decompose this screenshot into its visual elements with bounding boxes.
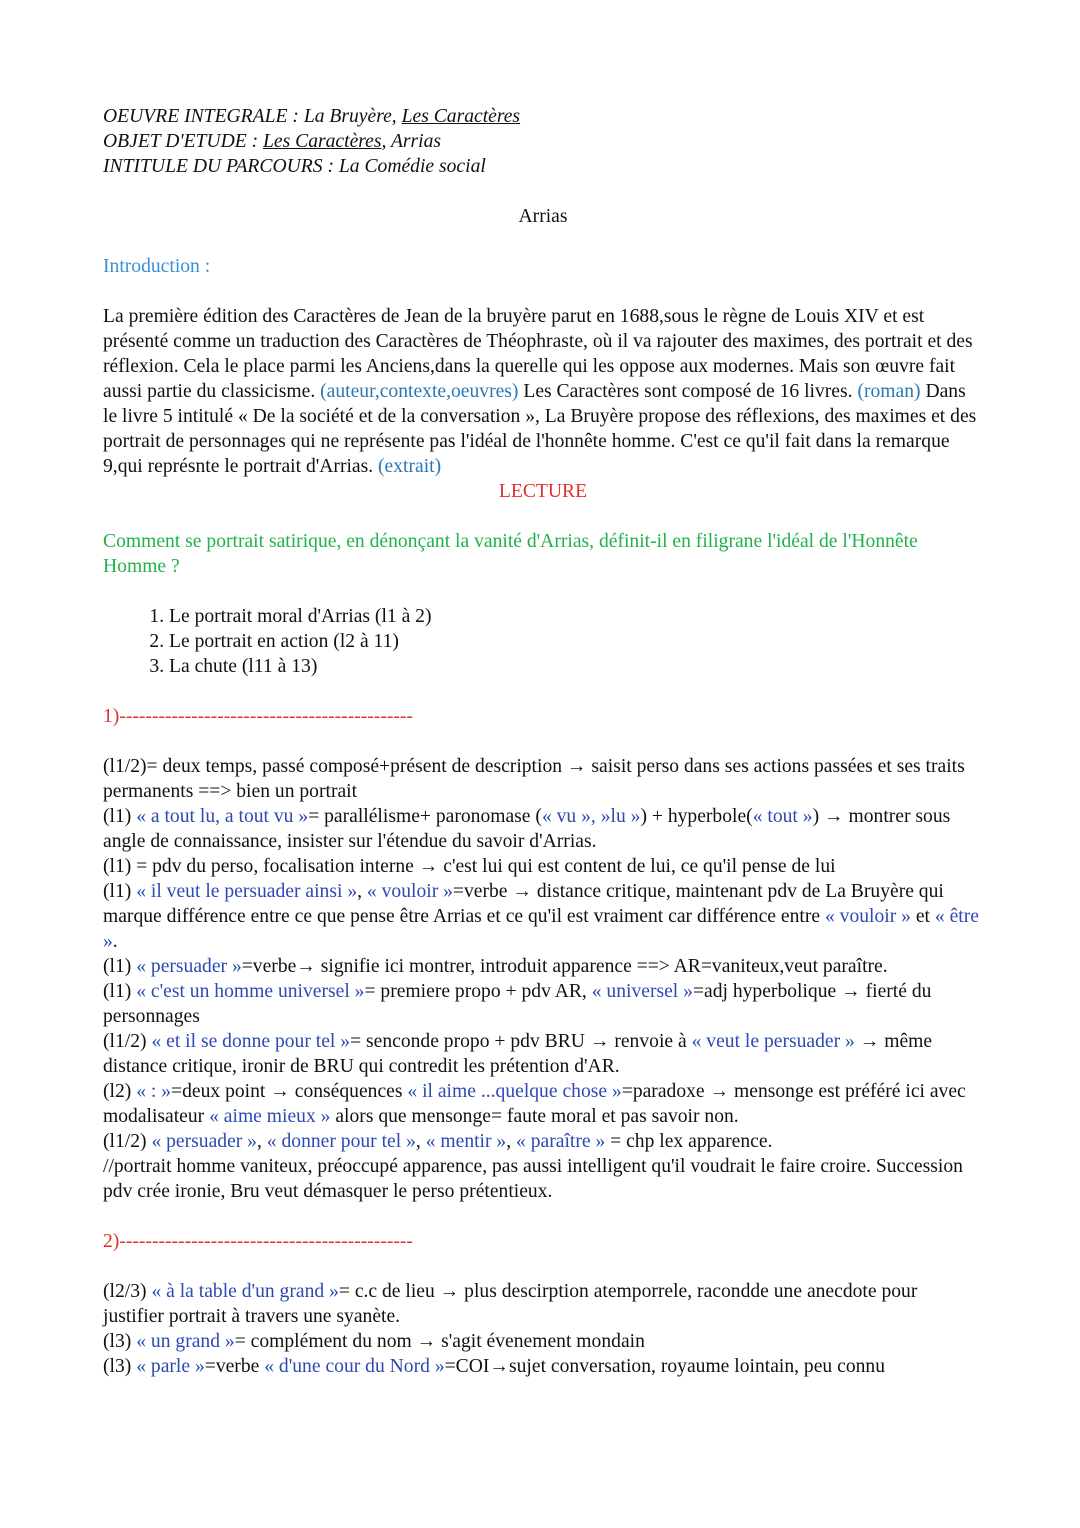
quote: « : » [136,1081,172,1102]
text: = chp lex apparence. [605,1131,773,1152]
label: OBJET D'ETUDE : [103,131,264,152]
note-line: (l1/2)= deux temps, passé composé+présent de description → saisit perso dans ses actions passées et ses traits permanents ==> bien un portrait [103,756,965,802]
note-line: (l1) = pdv du perso, focalisation interne → c'est lui qui est content de lui, ce qu'il pense de lui [103,856,836,877]
note-line [103,979,983,1029]
quote: « à la table d'un grand » [151,1281,339,1302]
text: , [506,1131,517,1152]
quote: « vouloir » [824,906,911,927]
tag: (extrait) [378,456,442,477]
quote: « persuader » [136,956,242,977]
note-line [103,804,983,854]
text: =paradoxe → mensonge est préféré ici avec modalisateur [103,1081,966,1127]
part2-notes [103,1279,983,1379]
ref: (l1/2) [103,1031,152,1052]
ref: (l1/2) [103,1131,152,1152]
text: =verbe [204,1356,265,1377]
quote: « donner pour tel » [266,1131,416,1152]
header-parcours: INTITULE DU PARCOURS : La Comédie social [103,156,486,177]
text: Dans le livre 5 intitulé « De la société et de la conversation », La Bruyère propose des réflexions, des maximes et des portrait de personnages qui ne représente pas l'idéal de l'honnête homme. C'est ce qu'il fait dans la remarque 9,qui représnte le portrait d'Arrias. [103,381,977,477]
note-line [103,1279,983,1329]
text: et [910,906,935,927]
plan-item: 3. La chute (l11 à 13) [169,654,983,679]
text: = c.c de lieu → plus descirption atemporrele, racondde une anecdote pour justifier portrait à travers une syanète. [103,1281,918,1327]
ref: (l1) [103,881,137,902]
text: alors que mensonge= faute moral et pas savoir non. [330,1106,739,1127]
quote: « c'est un homme universel » [136,981,365,1002]
ref: (l1) [103,981,137,1002]
book-title: Les Caractères [263,131,382,152]
text: , [256,1131,267,1152]
text: , [357,881,367,902]
section-separator-1: 1)--------------------------------------------- [103,706,413,727]
lecture-heading: LECTURE [498,481,588,502]
text: =deux point → conséquences [171,1081,408,1102]
part1-notes [103,754,983,1204]
book-title: Les Caractères [401,106,521,127]
quote: « veut le persuader » [691,1031,855,1052]
quote: « aime mieux » [209,1106,331,1127]
ref: (l1) [103,806,137,827]
quote: « d'une cour du Nord » [264,1356,445,1377]
note-line [103,1329,983,1354]
ref: (l3) [103,1331,137,1352]
text: =verbe → distance critique, maintenant pdv de La Bruyère qui marque différence entre ce que pense être Arrias et ce qu'il est vraiment car différence entre [103,881,944,927]
text: = premiere propo + pdv AR, [364,981,592,1002]
quote: « universel » [591,981,693,1002]
ref: (l3) [103,1356,137,1377]
note-line: //portrait homme vaniteux, préoccupé apparence, pas aussi intelligent qu'il voudrait le faire croire. Succession pdv crée ironie, Bru veut démasquer le perso prétentieux. [103,1156,963,1202]
text: → même distance critique, ironir de BRU qui contredit les prétention d'AR. [103,1031,933,1077]
note-line [103,954,983,979]
tag: (roman) [857,381,921,402]
document-page [103,104,983,1379]
page-title: Arrias [518,206,568,227]
tag: (auteur,contexte,oeuvres) [320,381,519,402]
text: = senconde propo + pdv BRU → renvoie à [350,1031,692,1052]
plan-item: 1. Le portrait moral d'Arrias (l1 à 2) [169,604,983,629]
quote: « a tout lu, a tout vu » [136,806,309,827]
plan-list [103,604,983,679]
quote: « tout » [752,806,813,827]
label-rest: , Arrias [381,131,442,152]
ref: (l1) [103,956,137,977]
note-line [103,1129,983,1154]
plan-item: 2. Le portrait en action (l2 à 11) [169,629,983,654]
quote: « paraître » [516,1131,606,1152]
text: , [415,1131,426,1152]
label: OEUVRE INTEGRALE : [103,106,304,127]
quote: « persuader » [151,1131,257,1152]
note-line [103,1354,983,1379]
quote: « il aime ...quelque chose » [407,1081,622,1102]
quote: « mentir » [425,1131,507,1152]
text: =verbe→ signifie ici montrer, introduit apparence ==> AR=vaniteux,veut paraître. [241,956,888,977]
text: La première édition des Caractères de Jean de la bruyère parut en 1688,sous le règne de Louis XIV et est présenté comme un traduction des Caractères de Théophraste, où il va rajouter des maximes, des portrait et des réflexion. Cela le place parmi les Anciens,dans la querelle qui les oppose aux modernes. Mais son œuvre fait aussi partie du classicisme. [103,306,973,402]
text: = parallélisme+ paronomase ( [308,806,542,827]
quote: « un grand » [136,1331,235,1352]
text: ) → montrer sous angle de connaissance, insister sur l'étendue du savoir d'Arrias. [103,806,951,852]
text: . [112,931,118,952]
text: ) + hyperbole( [640,806,753,827]
text: Les Caractères sont composé de 16 livres. [518,381,858,402]
problematique: Comment se portrait satirique, en dénonçant la vanité d'Arrias, définit-il en filigrane l'idéal de l'Honnête Homme ? [103,531,918,577]
intro-heading: Introduction : [103,256,211,277]
quote: « et il se donne pour tel » [151,1031,351,1052]
quote: « vu », »lu » [541,806,641,827]
header-oeuvre [103,104,983,129]
author: La Bruyère, [303,106,402,127]
quote: « vouloir » [366,881,453,902]
quote: « parle » [136,1356,205,1377]
quote: « être » [103,906,979,952]
intro-paragraph [103,304,983,479]
note-line [103,1079,983,1129]
note-line [103,879,983,954]
section-separator-2: 2)--------------------------------------------- [103,1231,413,1252]
ref: (l2/3) [103,1281,152,1302]
text: =COI→sujet conversation, royaume lointain, peu connu [444,1356,886,1377]
text: =adj hyperbolique → fierté du personnages [103,981,932,1027]
header-objet [103,129,983,154]
ref: (l2) [103,1081,137,1102]
quote: « il veut le persuader ainsi » [136,881,358,902]
text: = complément du nom → s'agit évenement mondain [234,1331,645,1352]
note-line [103,1029,983,1079]
